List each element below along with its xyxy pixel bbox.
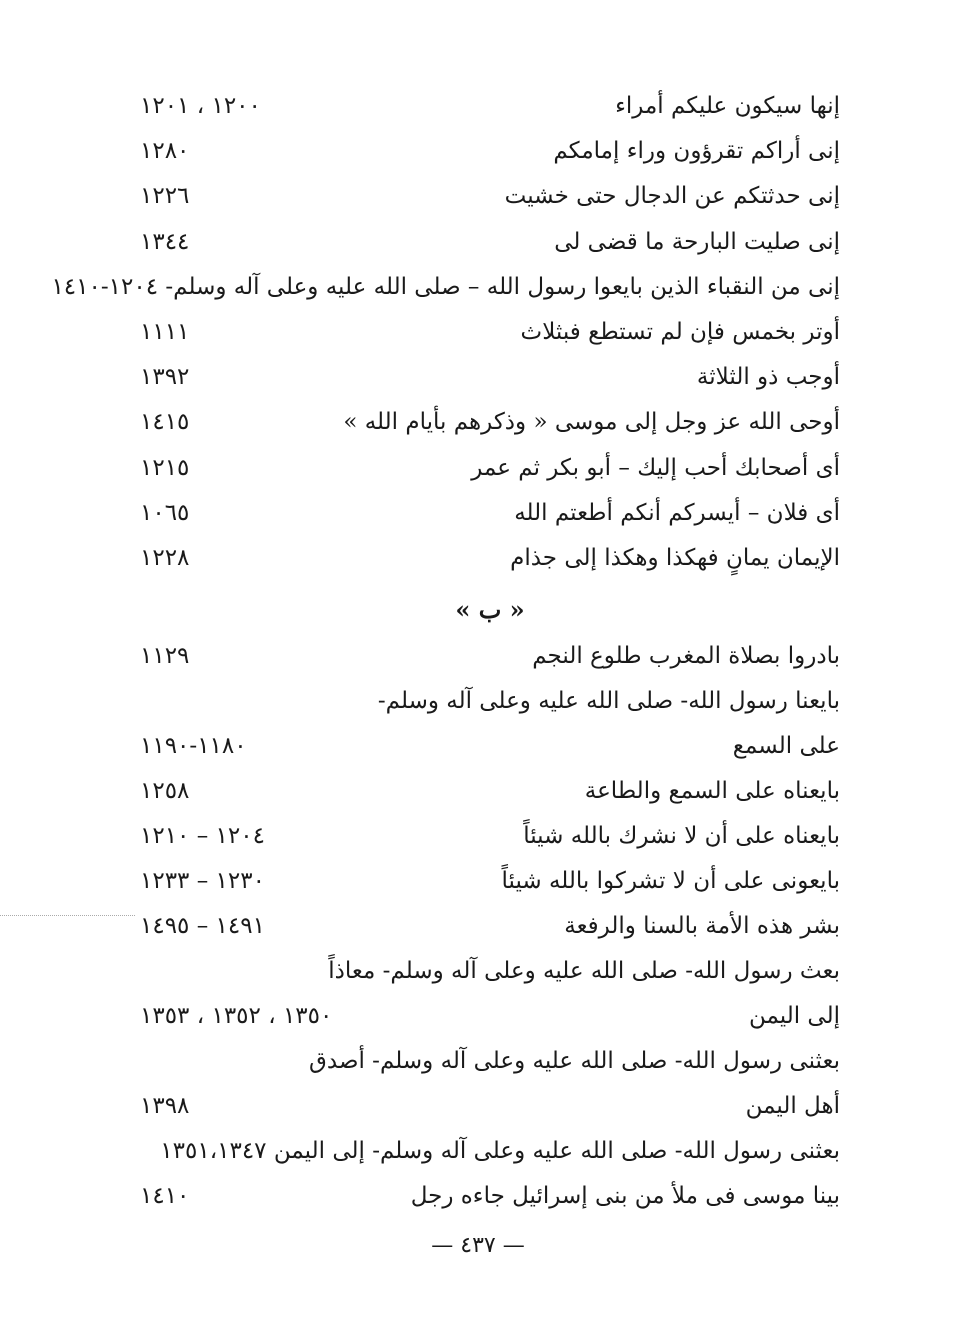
- entry-text: على السمع: [732, 733, 840, 759]
- entry-page-ref: ١٤٩١ – ١٤٩٥: [140, 913, 265, 939]
- entry-text: بشر هذه الأمة بالسنا والرفعة: [564, 913, 840, 939]
- entry-page-ref: ١٢٠٠ ، ١٢٠١: [140, 93, 261, 119]
- entry-page-ref: ١٢٠٤ – ١٢١٠: [140, 823, 265, 849]
- entry-text: أى أصحابك أحب إليك – أبو بكر ثم عمر: [471, 454, 840, 481]
- entry-text: بايعونى على أن لا تشركوا بالله شيئاً: [501, 868, 840, 894]
- entry-text: أوتر بخمس فإن لم تستطع فبثلاث: [520, 319, 840, 345]
- entry-page-ref: ١٣٩٢: [140, 364, 190, 391]
- entry-page-ref: ١٣٥٠ ، ١٣٥٢ ، ١٣٥٣: [140, 1003, 333, 1029]
- index-entry: [140, 994, 840, 1038]
- index-entry: [140, 220, 840, 264]
- entry-text: إنى من النقباء الذين بايعوا رسول الله – صلى الله عليه وعلى آله وسلم- ١٢٠٤-١٤١٠: [51, 273, 840, 300]
- index-entry: [140, 129, 840, 173]
- page-number: — ٤٣٧ —: [431, 1233, 525, 1258]
- index-entry: [51, 265, 840, 309]
- entry-text: بادروا بصلاة المغرب طلوع النجم: [532, 643, 840, 669]
- index-entry: [140, 814, 840, 858]
- section-heading-ba: « ب »: [455, 595, 525, 624]
- index-entry: [140, 679, 840, 723]
- entry-page-ref: ١٤١٠: [140, 1183, 190, 1209]
- entry-page-ref: ١١٢٩: [140, 643, 190, 669]
- index-entry: [140, 491, 840, 535]
- index-entry: [140, 1039, 840, 1083]
- index-entry: [140, 1084, 840, 1128]
- entry-text: إلى اليمن: [748, 1003, 840, 1029]
- entry-page-ref: ١٣٩٨: [140, 1093, 190, 1119]
- index-entry: [140, 84, 840, 128]
- entry-text: بايعناه على السمع والطاعة: [584, 778, 840, 804]
- index-entry: [140, 1174, 840, 1218]
- index-entry: [140, 355, 840, 399]
- index-entry: [140, 536, 840, 580]
- entry-page-ref: ١١١١: [140, 319, 190, 345]
- index-entry: [140, 769, 840, 813]
- index-entry: [140, 949, 840, 993]
- entry-text: بعثنى رسول الله- صلى الله عليه وعلى آله وسلم- أصدق: [309, 1048, 840, 1074]
- index-entry: [140, 310, 840, 354]
- index-entry: [140, 904, 840, 948]
- entry-page-ref: ١٤١٥: [140, 409, 190, 436]
- entry-text: بعثنى رسول الله- صلى الله عليه وعلى آله وسلم- إلى اليمن ١٣٥١،١٣٤٧: [160, 1138, 840, 1164]
- entry-text: إنها سيكون عليكم أمراء: [615, 93, 840, 119]
- entry-text: الإيمان يمانٍ فهكذا وهكذا إلى جذام: [510, 545, 840, 571]
- entry-text: إنى صليت البارحة ما قضى لى: [554, 228, 840, 255]
- entry-page-ref: ١١٨٠-١١٩٠: [140, 733, 247, 759]
- entry-text: بينا موسى فى ملأ من بنى إسرائيل جاءه رجل: [410, 1183, 840, 1209]
- entry-text: بايعناه على أن لا نشرك بالله شيئاً: [523, 823, 840, 849]
- index-entry: [140, 634, 840, 678]
- entry-page-ref: ١٢٨٠: [140, 138, 190, 165]
- entry-text: أوحى الله عز وجل إلى موسى « وذكرهم بأيام الله »: [343, 409, 840, 436]
- entry-text: أى فلان – أيسركم أنكم أطعتم الله: [514, 499, 840, 526]
- entry-text: بعث رسول الله- صلى الله عليه وعلى آله وسلم- معاذاً: [328, 958, 840, 984]
- index-entry: [140, 859, 840, 903]
- index-entry: [140, 724, 840, 768]
- index-entry: [140, 446, 840, 490]
- entry-page-ref: ١٣٤٤: [140, 228, 190, 255]
- entry-page-ref: ١٢٣٠ – ١٢٣٣: [140, 868, 265, 894]
- entry-page-ref: ١٢١٥: [140, 454, 190, 481]
- entry-page-ref: ١٠٦٥: [140, 499, 190, 526]
- entry-text: أوجب ذو الثلاثة: [696, 364, 840, 391]
- entry-text: بايعنا رسول الله- صلى الله عليه وعلى آله وسلم-: [377, 688, 840, 714]
- scan-dotted-line: [0, 915, 135, 916]
- entry-page-ref: ١٢٥٨: [140, 778, 190, 804]
- index-entry: [140, 1129, 840, 1173]
- index-entry: [140, 400, 840, 444]
- index-entry: [140, 174, 840, 218]
- entry-page-ref: ١٢٢٨: [140, 545, 190, 571]
- entry-page-ref: ١٢٢٦: [140, 183, 190, 210]
- entry-text: أهل اليمن: [745, 1093, 840, 1119]
- entry-text: إنى أراكم تقرؤون وراء إمامكم: [553, 138, 840, 165]
- entry-text: إنى حدثتكم عن الدجال حتى خشيت: [504, 183, 840, 210]
